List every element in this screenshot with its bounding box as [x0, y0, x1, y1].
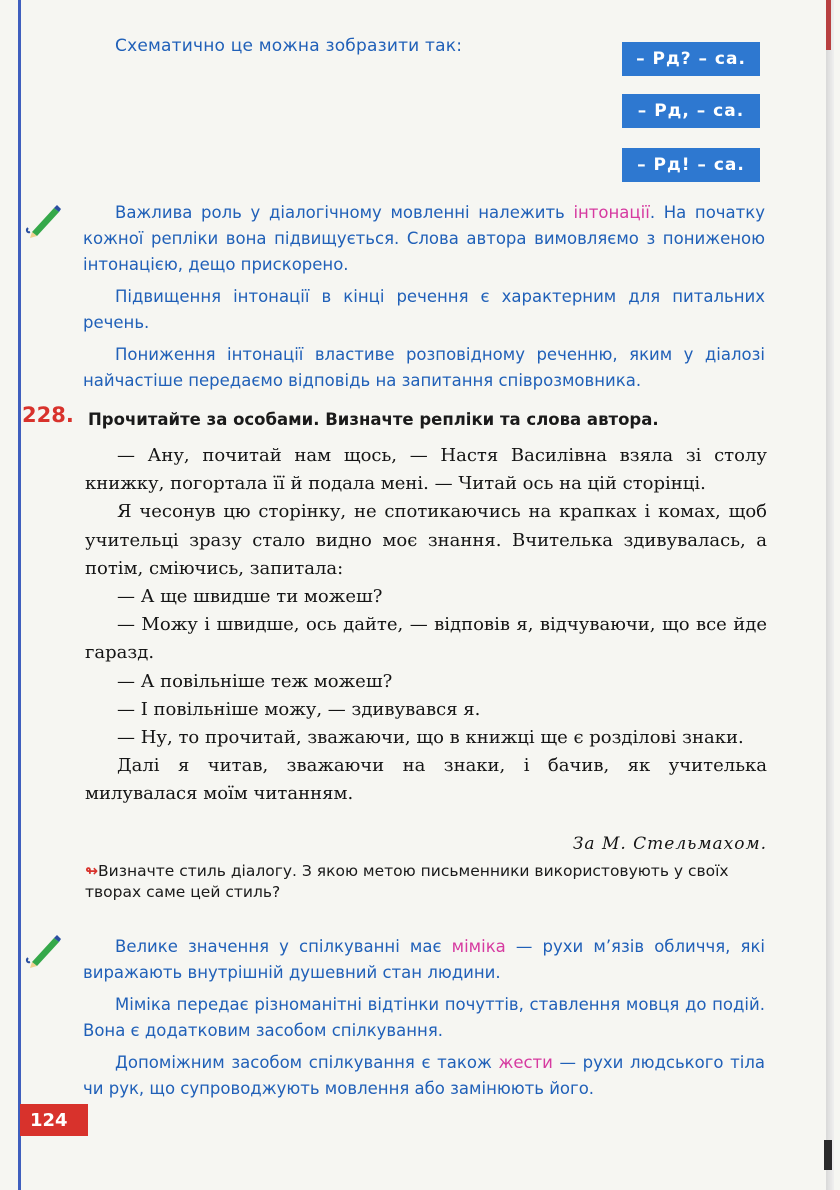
term-intonation: інтонації — [573, 203, 650, 222]
rule-mimicry — [83, 934, 765, 1108]
edge-mark-bottom — [824, 1140, 832, 1170]
scheme-statement: – Рд, – са. — [622, 94, 760, 128]
rule-mimicry-p1: Велике значення у спілкуванні має міміка — рухи м’язів обличчя, які виражають внутрішній душевний стан людини. — [83, 937, 765, 982]
text-paragraph: — Ну, то прочитай, зважаючи, що в книжці ще є розділові знаки. — [117, 727, 744, 749]
pencil-icon — [24, 200, 64, 240]
term-mimicry: міміка — [451, 937, 506, 956]
arrow-pointer-icon: ↬ — [85, 862, 98, 880]
rule-intonation — [83, 200, 765, 400]
rule-intonation-p3: Пониження інтонації властиве розповідному реченню, яким у діалозі найчастіше передаємо відповідь на запитання співрозмовника. — [83, 345, 765, 390]
scheme-exclamation: – Рд! – са. — [622, 148, 760, 182]
exercise-task: Прочитайте за особами. Визначте репліки та слова автора. — [88, 410, 659, 429]
text-paragraph: — А повільніше теж можеш? — [117, 670, 393, 692]
term-gestures: жести — [498, 1053, 553, 1072]
text-paragraph: — А ще швидше ти можеш? — [117, 586, 383, 608]
exercise-number: 228. — [22, 403, 74, 427]
rule-mimicry-p2: Міміка передає різноманітні відтінки почуттів, ставлення мовця до подій. Вона є додатковим засобом спілкування. — [83, 995, 765, 1040]
edge-mark-top — [826, 0, 831, 50]
scheme-intro: Схематично це можна зобразити так: — [115, 36, 463, 56]
rule-intonation-p1: Важлива роль у діалогічному мовленні належить інтонації. На початку кожної репліки вона підвищується. Слова автора вимовляємо з пониженою інтонацією, дещо прискорено. — [83, 203, 765, 274]
text-paragraph: Далі я читав, зважаючи на знаки, і бачив, як учителька милувалася моїм читанням. — [85, 755, 767, 805]
text-paragraph: — Можу і швидше, ось дайте, — відповів я, відчуваючи, що все йде гаразд. — [85, 614, 767, 664]
text-paragraph: Я чесонув цю сторінку, не спотикаючись на крапках і комах, щоб учительці зразу стало видно моє знання. Вчителька здивувалась, а потім, сміючись, запитала: — [85, 501, 767, 579]
text-paragraph: — І повільніше можу, — здивувався я. — [117, 698, 481, 720]
exercise-question: ↬Визначте стиль діалогу. З якою метою письменники використовують у своїх творах саме цей стиль? — [85, 862, 729, 901]
text-author: За М. Стельмахом. — [572, 834, 767, 854]
page-edge — [826, 0, 834, 1190]
scheme-question: – Рд? – са. — [622, 42, 760, 76]
text-paragraph: — Ану, почитай нам щось, — Настя Василівна взяла зі столу книжку, погортала її й подала мені. — Читай ось на цій сторінці. — [85, 445, 767, 495]
pencil-icon — [24, 930, 64, 970]
margin-line — [18, 0, 21, 1190]
exercise-text — [85, 442, 767, 809]
rule-mimicry-p3: Допоміжним засобом спілкування є також жести — рухи людського тіла чи рук, що супроводжують мовлення або замінюють його. — [83, 1053, 765, 1098]
page-number: 124 — [20, 1104, 88, 1136]
rule-intonation-p2: Підвищення інтонації в кінці речення є характерним для питальних речень. — [83, 287, 765, 332]
